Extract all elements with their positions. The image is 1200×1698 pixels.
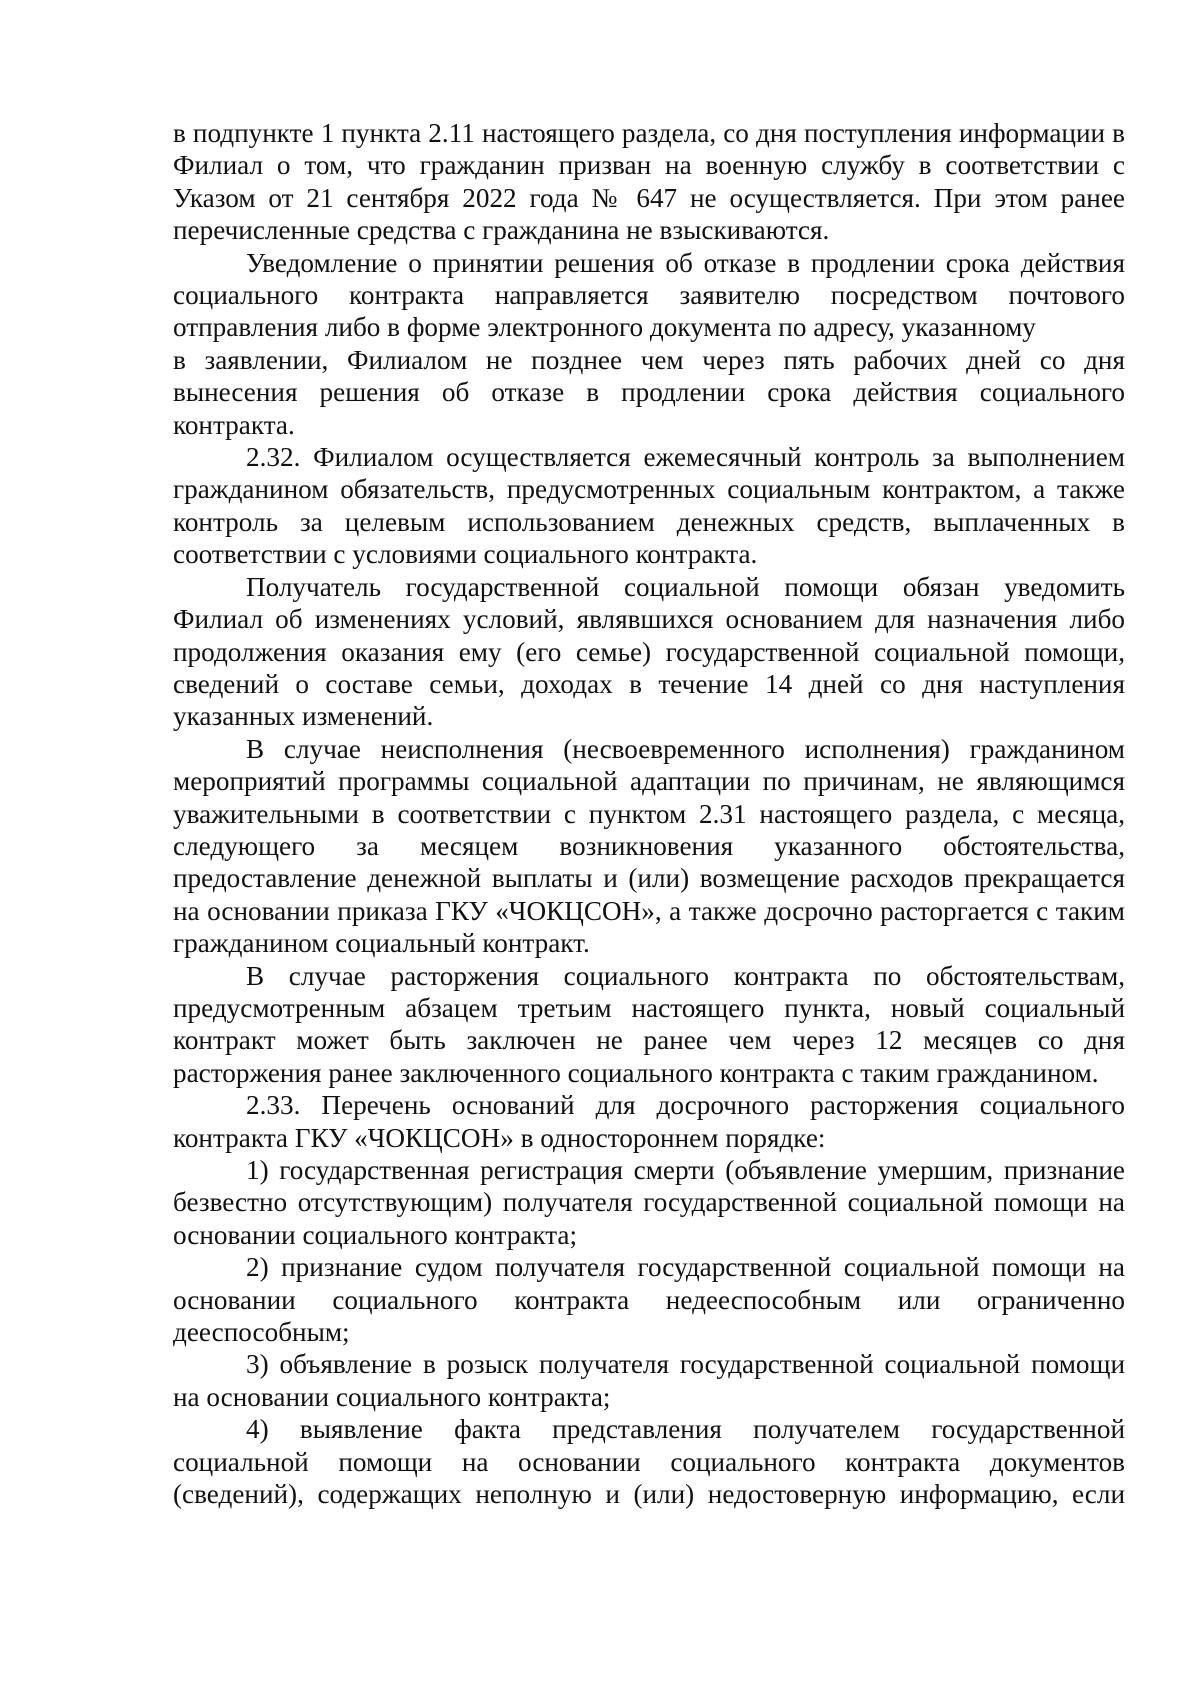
paragraph-4: 2.32. Филиалом осуществляется ежемесячный контроль за выполнением гражданином обязательств, предусмотренных социальным контрактом, а также контроль за целевым использованием денежных средств, выплаченных в соответствии с условиями социального контракта. — [173, 442, 1125, 570]
paragraph-3: в заявлении, Филиалом не позднее чем через пять рабочих дней со дня вынесения решения об отказе в продлении срока действия социального контракта. — [173, 344, 1125, 440]
document-body — [173, 117, 1125, 1510]
list-item-2: 2) признание судом получателя государственной социальной помощи на основании социального контракта недееспособным или ограниченно дееспособным; — [173, 1252, 1125, 1348]
paragraph-2: Уведомление о принятии решения об отказе в продлении срока действия социального контракта направляется заявителю посредством почтового отправления либо в форме электронного документа по адресу, указанному — [173, 247, 1125, 343]
paragraph-5: Получатель государственной социальной помощи обязан уведомить Филиал об изменениях условий, являвшихся основанием для назначения либо продолжения оказания ему (его семье) государственной социальной помощи, сведений о составе семьи, доходах в течение 14 дней со дня наступления указанных изменений. — [173, 571, 1125, 732]
list-item-1: 1) государственная регистрация смерти (объявление умершим, признание безвестно отсутствующим) получателя государственной социальной помощи на основании социального контракта; — [173, 1155, 1125, 1250]
paragraph-1: в подпункте 1 пункта 2.11 настоящего раздела, со дня поступления информации в Филиал о том, что гражданин призван на военную службу в соответствии с Указом от 21 сентября 2022 года № 647 не осуществляется. При этом ранее перечисленные средства с гражданина не взыскиваются. — [173, 118, 1125, 246]
paragraph-7: В случае расторжения социального контракта по обстоятельствам, предусмотренным абзацем третьим настоящего пункта, новый социальный контракт может быть заключен не ранее чем через 12 месяцев со дня расторжения ранее заключенного социального контракта с таким гражданином. — [173, 960, 1125, 1088]
list-item-4: 4) выявление факта представления получателем государственной социальной помощи на основании социального контракта документов (сведений), содержащих неполную и (или) недостоверную информацию, если — [173, 1414, 1125, 1510]
list-item-3: 3) объявление в розыск получателя государственной социальной помощи на основании социального контракта; — [173, 1349, 1125, 1412]
paragraph-6: В случае неисполнения (несвоевременного исполнения) гражданином мероприятий программы социальной адаптации по причинам, не являющимся уважительными в соответствии с пунктом 2.31 настоящего раздела, с месяца, следующего за месяцем возникновения указанного обстоятельства, предоставление денежной выплаты и (или) возмещение расходов прекращается на основании приказа ГКУ «ЧОКЦСОН», а также досрочно расторгается с таким гражданином социальный контракт. — [173, 733, 1125, 959]
paragraph-8: 2.33. Перечень оснований для досрочного расторжения социального контракта ГКУ «ЧОКЦСОН» в одностороннем порядке: — [173, 1090, 1125, 1153]
